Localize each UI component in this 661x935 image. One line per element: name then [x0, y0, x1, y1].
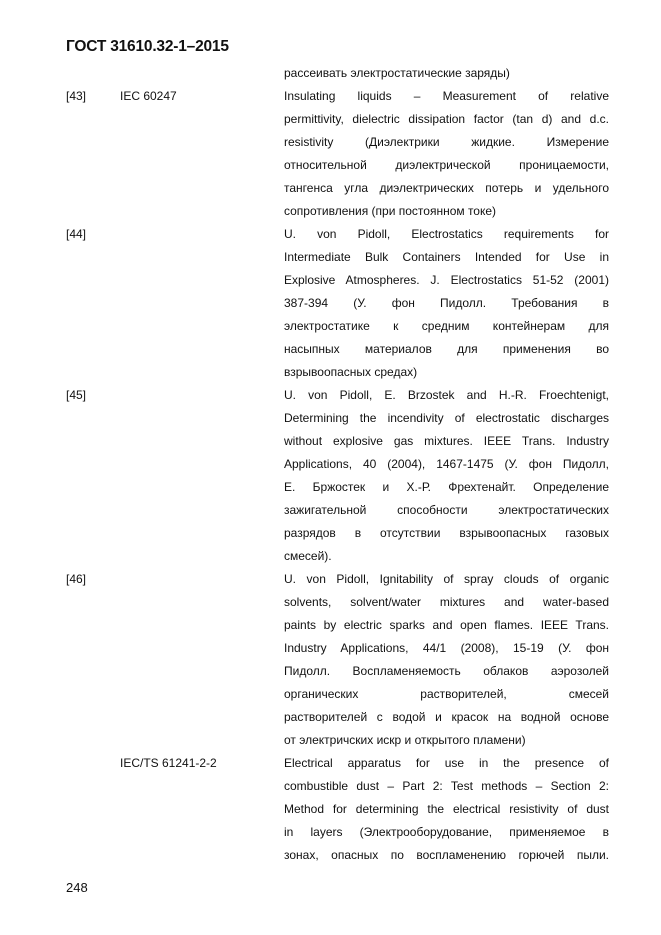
text-line: U. von Pidoll, E. Brzostek and H.-R. Froechtenigt, [284, 388, 609, 402]
references-list [0, 62, 661, 867]
reference-text [284, 568, 609, 752]
text-line: рассеивать электростатические заряды) [284, 66, 510, 80]
text-line: Determining the incendivity of electrostatic discharges [284, 411, 609, 425]
text-line: U. von Pidoll, Electrostatics requirements for [284, 227, 609, 241]
text-line: 387-394 (У. фон Пидолл. Требования в [284, 296, 609, 310]
reference-text [284, 85, 609, 223]
text-line: Insulating liquids – Measurement of relative [284, 89, 609, 103]
reference-code: IEC 60247 [120, 89, 177, 103]
text-line: Пидолл. Воспламеняемость облаков аэрозолей [284, 664, 609, 678]
text-line: Е. Бржостек и Х.-Р. Фрехтенайт. Определение [284, 480, 609, 494]
text-line: от электричских искр и открытого пламени) [284, 733, 526, 747]
text-line: resistivity (Диэлектрики жидкие. Измерение [284, 135, 609, 149]
document-header: ГОСТ 31610.32-1–2015 [66, 38, 229, 55]
text-line: растворителей с водой и красок на водной основе [284, 710, 609, 724]
continuation-entry [0, 62, 661, 85]
reference-text [284, 384, 609, 568]
text-line: взрывоопасных средах) [284, 365, 418, 379]
text-line: in layers (Электрооборудование, применяемое в [284, 825, 609, 839]
reference-entry [0, 384, 661, 568]
text-line: paints by electric sparks and open flames. IEEE Trans. [284, 618, 609, 632]
text-line: solvents, solvent/water mixtures and water-based [284, 595, 609, 609]
text-line: Industry Applications, 44/1 (2008), 15-19 (У. фон [284, 641, 609, 655]
text-line: without explosive gas mixtures. IEEE Trans. Industry [284, 434, 609, 448]
text-line: combustible dust – Part 2: Test methods – Section 2: [284, 779, 609, 793]
text-line: относительной диэлектрической проницаемости, [284, 158, 609, 172]
text-line: сопротивления (при постоянном токе) [284, 204, 497, 218]
text-line: permittivity, dielectric dissipation factor (tan d) and d.c. [284, 112, 609, 126]
text-line: Method for determining the electrical resistivity of dust [284, 802, 609, 816]
text-line: смесей). [284, 549, 332, 563]
continuation-text [284, 62, 609, 85]
text-line: Intermediate Bulk Containers Intended for Use in [284, 250, 609, 264]
reference-number: [46] [66, 572, 87, 586]
text-line: зонах, опасных по воспламенению горючей пыли. [284, 848, 609, 862]
reference-entry [0, 568, 661, 752]
text-line: U. von Pidoll, Ignitability of spray clouds of organic [284, 572, 609, 586]
text-line: органических растворителей, смесей [284, 687, 609, 701]
page-number: 248 [66, 880, 88, 895]
reference-entry [0, 752, 661, 867]
text-line: зажигательной способности электростатических [284, 503, 609, 517]
text-line: электростатике к средним контейнерам для [284, 319, 609, 333]
reference-entry [0, 223, 661, 384]
reference-text [284, 223, 609, 384]
reference-number: [44] [66, 227, 87, 241]
reference-number: [45] [66, 388, 87, 402]
text-line: Explosive Atmospheres. J. Electrostatics 51-52 (2001) [284, 273, 609, 287]
text-line: насыпных материалов для применения во [284, 342, 609, 356]
text-line: Electrical apparatus for use in the presence of [284, 756, 609, 770]
text-line: тангенса угла диэлектрических потерь и удельного [284, 181, 609, 195]
reference-text [284, 752, 609, 867]
reference-number: [43] [66, 89, 87, 103]
reference-entry [0, 85, 661, 223]
text-line: разрядов в отсутствии взрывоопасных газовых [284, 526, 609, 540]
text-line: Applications, 40 (2004), 1467-1475 (У. фон Пидолл, [284, 457, 609, 471]
reference-code: IEC/TS 61241-2-2 [120, 756, 217, 770]
